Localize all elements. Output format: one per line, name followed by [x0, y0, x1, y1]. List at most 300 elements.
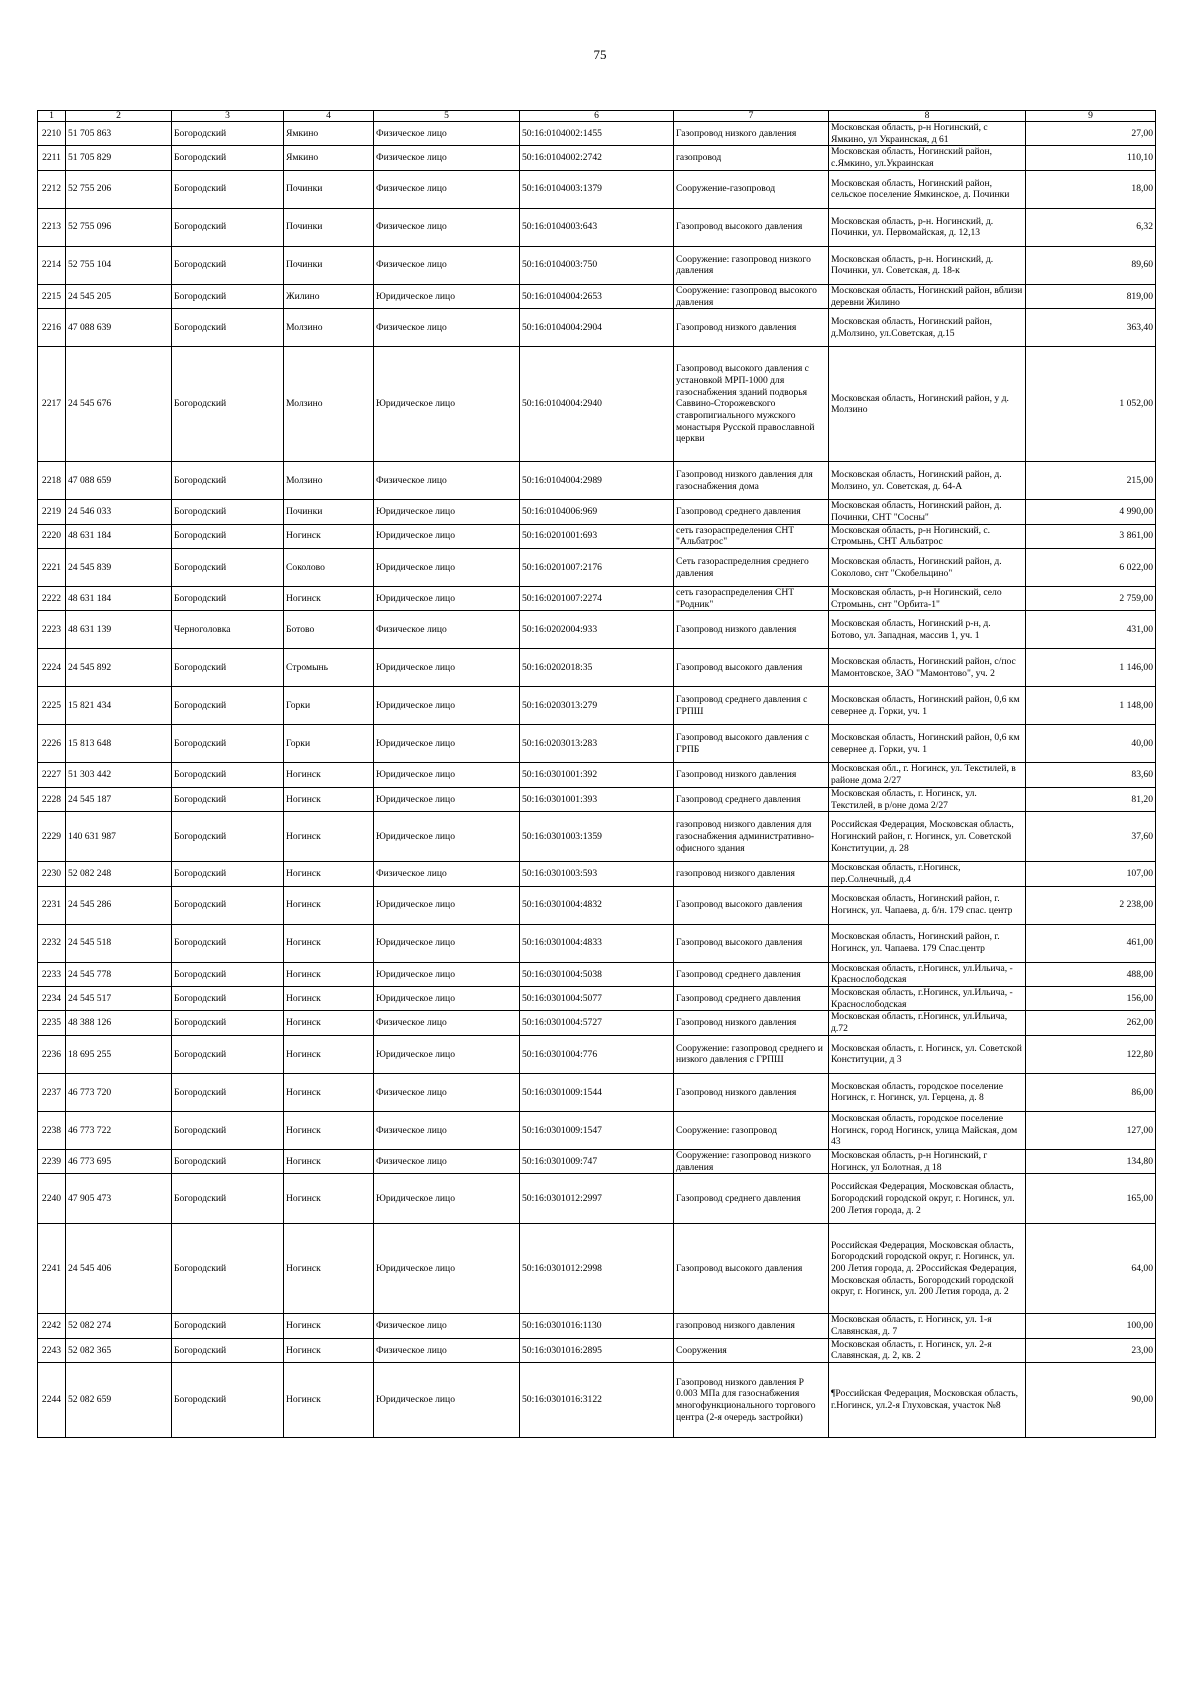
object-name-cell: Газопровод высокого давления [674, 649, 829, 687]
object-name-cell: Газопровод высокого давления [674, 208, 829, 246]
address-cell: Московская область, р-н Ногинский, с. Стромынь, СНТ Альбатрос [829, 524, 1026, 548]
owner-type-cell: Юридическое лицо [374, 1363, 520, 1438]
locality-cell: Ногинск [284, 1111, 374, 1149]
cadastral-number-cell: 50:16:0301004:5038 [520, 962, 674, 986]
address-cell: Московская область, г. Ногинск, ул. 1-я Славянская, д. 7 [829, 1314, 1026, 1338]
cadastral-number-cell: 50:16:0201001:693 [520, 524, 674, 548]
object-name-cell: Сооружение: газопровод низкого давления [674, 246, 829, 284]
object-code-cell: 52 082 365 [66, 1338, 172, 1362]
object-name-cell: газопровод низкого давления для газоснабжения административно-офисного здания [674, 812, 829, 862]
length-cell: 89,60 [1026, 246, 1156, 284]
row-number-cell: 2211 [38, 146, 66, 170]
registry-table [37, 110, 1156, 1438]
cadastral-number-cell: 50:16:0203013:283 [520, 725, 674, 763]
length-cell: 2 238,00 [1026, 886, 1156, 924]
object-code-cell: 24 545 187 [66, 787, 172, 811]
row-number-cell: 2218 [38, 462, 66, 500]
object-code-cell: 51 303 442 [66, 763, 172, 787]
owner-type-cell: Юридическое лицо [374, 962, 520, 986]
address-cell: Московская область, городское поселение Ногинск, город Ногинск, улица Майская, дом 43 [829, 1111, 1026, 1149]
object-code-cell: 140 631 987 [66, 812, 172, 862]
district-cell: Богородский [172, 1111, 284, 1149]
address-cell: Московская область, городское поселение Ногинск, г. Ногинск, ул. Герцена, д. 8 [829, 1073, 1026, 1111]
length-cell: 363,40 [1026, 309, 1156, 347]
table-row [38, 1035, 1156, 1073]
owner-type-cell: Физическое лицо [374, 1149, 520, 1173]
locality-cell: Ногинск [284, 1338, 374, 1362]
length-cell: 262,00 [1026, 1011, 1156, 1035]
row-number-cell: 2230 [38, 862, 66, 886]
locality-cell: Ногинск [284, 1073, 374, 1111]
cadastral-number-cell: 50:16:0301016:2895 [520, 1338, 674, 1362]
address-cell: Московская область, Ногинский район, д. Починки, СНТ "Сосны" [829, 500, 1026, 524]
owner-type-cell: Физическое лицо [374, 1073, 520, 1111]
district-cell: Богородский [172, 1073, 284, 1111]
object-code-cell: 52 755 096 [66, 208, 172, 246]
locality-cell: Ногинск [284, 862, 374, 886]
object-name-cell: Сооружения [674, 1338, 829, 1362]
district-cell: Богородский [172, 524, 284, 548]
table-row [38, 309, 1156, 347]
district-cell: Богородский [172, 924, 284, 962]
table-row [38, 812, 1156, 862]
locality-cell: Соколово [284, 549, 374, 587]
object-name-cell: Сооружение: газопровод среднего и низкого давления с ГРПШ [674, 1035, 829, 1073]
length-cell: 23,00 [1026, 1338, 1156, 1362]
table-row [38, 924, 1156, 962]
locality-cell: Ногинск [284, 1035, 374, 1073]
locality-cell: Ногинск [284, 987, 374, 1011]
table-row [38, 1073, 1156, 1111]
cadastral-number-cell: 50:16:0104004:2653 [520, 284, 674, 308]
object-name-cell: Газопровод среднего давления [674, 500, 829, 524]
length-cell: 81,20 [1026, 787, 1156, 811]
length-cell: 4 990,00 [1026, 500, 1156, 524]
object-name-cell: Газопровод среднего давления [674, 987, 829, 1011]
address-cell: Московская область, г.Ногинск, пер.Солнечный, д.4 [829, 862, 1026, 886]
row-number-cell: 2236 [38, 1035, 66, 1073]
object-name-cell: Газопровод среднего давления [674, 962, 829, 986]
length-cell: 83,60 [1026, 763, 1156, 787]
locality-cell: Починки [284, 208, 374, 246]
object-code-cell: 24 545 839 [66, 549, 172, 587]
district-cell: Богородский [172, 1363, 284, 1438]
owner-type-cell: Физическое лицо [374, 1111, 520, 1149]
locality-cell: Молзино [284, 462, 374, 500]
address-cell: Московская область, Ногинский район, с/пос Мамонтовское, ЗАО "Мамонтово", уч. 2 [829, 649, 1026, 687]
object-code-cell: 24 545 205 [66, 284, 172, 308]
row-number-cell: 2219 [38, 500, 66, 524]
object-code-cell: 48 388 126 [66, 1011, 172, 1035]
locality-cell: Ногинск [284, 524, 374, 548]
object-name-cell: Газопровод низкого давления [674, 611, 829, 649]
table-row [38, 587, 1156, 611]
column-header: 9 [1026, 111, 1156, 122]
object-code-cell: 52 082 659 [66, 1363, 172, 1438]
address-cell: Московская область, Ногинский район, с.Ямкино, ул.Украинская [829, 146, 1026, 170]
owner-type-cell: Юридическое лицо [374, 1174, 520, 1224]
locality-cell: Ногинск [284, 886, 374, 924]
locality-cell: Починки [284, 170, 374, 208]
owner-type-cell: Юридическое лицо [374, 284, 520, 308]
table-row [38, 122, 1156, 146]
object-code-cell: 47 088 639 [66, 309, 172, 347]
row-number-cell: 2212 [38, 170, 66, 208]
cadastral-number-cell: 50:16:0104004:2989 [520, 462, 674, 500]
locality-cell: Ботово [284, 611, 374, 649]
locality-cell: Молзино [284, 309, 374, 347]
address-cell: Московская область, Ногинский район, у д. Молзино [829, 347, 1026, 462]
row-number-cell: 2216 [38, 309, 66, 347]
district-cell: Богородский [172, 812, 284, 862]
district-cell: Богородский [172, 1149, 284, 1173]
address-cell: Московская область, Ногинский район, 0,6 км севернее д. Горки, уч. 1 [829, 687, 1026, 725]
object-name-cell: газопровод низкого давления [674, 1314, 829, 1338]
column-number-row [38, 111, 1156, 122]
owner-type-cell: Юридическое лицо [374, 524, 520, 548]
address-cell: Российская Федерация, Московская область, Богородский городской округ, г. Ногинск, ул. 200 Летия города, д. 2 [829, 1174, 1026, 1224]
district-cell: Богородский [172, 146, 284, 170]
owner-type-cell: Юридическое лицо [374, 886, 520, 924]
locality-cell: Ногинск [284, 587, 374, 611]
column-header: 1 [38, 111, 66, 122]
row-number-cell: 2228 [38, 787, 66, 811]
owner-type-cell: Физическое лицо [374, 1338, 520, 1362]
length-cell: 40,00 [1026, 725, 1156, 763]
cadastral-number-cell: 50:16:0104006:969 [520, 500, 674, 524]
district-cell: Богородский [172, 347, 284, 462]
cadastral-number-cell: 50:16:0202004:933 [520, 611, 674, 649]
locality-cell: Ногинск [284, 1149, 374, 1173]
row-number-cell: 2221 [38, 549, 66, 587]
object-name-cell: газопровод низкого давления [674, 862, 829, 886]
object-code-cell: 24 546 033 [66, 500, 172, 524]
length-cell: 6 022,00 [1026, 549, 1156, 587]
row-number-cell: 2244 [38, 1363, 66, 1438]
object-code-cell: 48 631 184 [66, 587, 172, 611]
row-number-cell: 2213 [38, 208, 66, 246]
owner-type-cell: Юридическое лицо [374, 924, 520, 962]
length-cell: 488,00 [1026, 962, 1156, 986]
table-row [38, 787, 1156, 811]
district-cell: Богородский [172, 1011, 284, 1035]
address-cell: Московская область, р-н Ногинский, село Стромынь, снт "Орбита-1" [829, 587, 1026, 611]
address-cell: Российская Федерация, Московская область, Богородский городской округ, г. Ногинск, ул. 200 Летия города, д. 2Российская Федерация, Московская область, Богородский городской округ, г. Ногинск, ул. 200 Летия города, д. 2 [829, 1224, 1026, 1314]
owner-type-cell: Физическое лицо [374, 122, 520, 146]
district-cell: Богородский [172, 284, 284, 308]
length-cell: 431,00 [1026, 611, 1156, 649]
address-cell: ¶Российская Федерация, Московская область, г.Ногинск, ул.2-я Глуховская, участок №8 [829, 1363, 1026, 1438]
locality-cell: Ногинск [284, 787, 374, 811]
owner-type-cell: Физическое лицо [374, 862, 520, 886]
cadastral-number-cell: 50:16:0301012:2997 [520, 1174, 674, 1224]
length-cell: 64,00 [1026, 1224, 1156, 1314]
locality-cell: Ногинск [284, 1174, 374, 1224]
locality-cell: Горки [284, 687, 374, 725]
object-code-cell: 24 545 406 [66, 1224, 172, 1314]
district-cell: Богородский [172, 1314, 284, 1338]
district-cell: Черноголовка [172, 611, 284, 649]
district-cell: Богородский [172, 462, 284, 500]
object-name-cell: Газопровод низкого давления [674, 309, 829, 347]
object-code-cell: 51 705 829 [66, 146, 172, 170]
length-cell: 86,00 [1026, 1073, 1156, 1111]
district-cell: Богородский [172, 1174, 284, 1224]
address-cell: Московская область, г. Ногинск, ул. Советской Конституции, д 3 [829, 1035, 1026, 1073]
address-cell: Московская область, Ногинский район, сельское поселение Ямкинское, д. Починки [829, 170, 1026, 208]
object-code-cell: 24 545 676 [66, 347, 172, 462]
table-row [38, 725, 1156, 763]
district-cell: Богородский [172, 725, 284, 763]
owner-type-cell: Физическое лицо [374, 611, 520, 649]
object-name-cell: Газопровод высокого давления [674, 886, 829, 924]
district-cell: Богородский [172, 500, 284, 524]
cadastral-number-cell: 50:16:0104004:2940 [520, 347, 674, 462]
length-cell: 819,00 [1026, 284, 1156, 308]
cadastral-number-cell: 50:16:0301016:3122 [520, 1363, 674, 1438]
table-row [38, 649, 1156, 687]
cadastral-number-cell: 50:16:0301003:1359 [520, 812, 674, 862]
locality-cell: Жилино [284, 284, 374, 308]
owner-type-cell: Юридическое лицо [374, 549, 520, 587]
owner-type-cell: Юридическое лицо [374, 725, 520, 763]
owner-type-cell: Юридическое лицо [374, 347, 520, 462]
column-header: 5 [374, 111, 520, 122]
locality-cell: Ногинск [284, 1011, 374, 1035]
cadastral-number-cell: 50:16:0301009:1547 [520, 1111, 674, 1149]
cadastral-number-cell: 50:16:0301003:593 [520, 862, 674, 886]
row-number-cell: 2235 [38, 1011, 66, 1035]
address-cell: Московская область, р-н Ногинский, г Ногинск, ул Болотная, д 18 [829, 1149, 1026, 1173]
row-number-cell: 2226 [38, 725, 66, 763]
length-cell: 156,00 [1026, 987, 1156, 1011]
object-name-cell: Газопровод среднего давления с ГРПШ [674, 687, 829, 725]
table-row [38, 763, 1156, 787]
owner-type-cell: Физическое лицо [374, 462, 520, 500]
row-number-cell: 2231 [38, 886, 66, 924]
owner-type-cell: Физическое лицо [374, 1314, 520, 1338]
row-number-cell: 2229 [38, 812, 66, 862]
cadastral-number-cell: 50:16:0104003:1379 [520, 170, 674, 208]
object-name-cell: Газопровод среднего давления [674, 787, 829, 811]
cadastral-number-cell: 50:16:0301004:5077 [520, 987, 674, 1011]
object-code-cell: 24 545 778 [66, 962, 172, 986]
owner-type-cell: Физическое лицо [374, 1011, 520, 1035]
cadastral-number-cell: 50:16:0104003:643 [520, 208, 674, 246]
address-cell: Московская обл., г. Ногинск, ул. Текстилей, в районе дома 2/27 [829, 763, 1026, 787]
row-number-cell: 2238 [38, 1111, 66, 1149]
table-row [38, 208, 1156, 246]
object-name-cell: Сооружение: газопровод [674, 1111, 829, 1149]
cadastral-number-cell: 50:16:0301009:1544 [520, 1073, 674, 1111]
district-cell: Богородский [172, 987, 284, 1011]
length-cell: 461,00 [1026, 924, 1156, 962]
length-cell: 100,00 [1026, 1314, 1156, 1338]
table-row [38, 1111, 1156, 1149]
owner-type-cell: Юридическое лицо [374, 987, 520, 1011]
object-code-cell: 15 821 434 [66, 687, 172, 725]
table-row [38, 549, 1156, 587]
object-name-cell: Газопровод высокого давления [674, 924, 829, 962]
length-cell: 215,00 [1026, 462, 1156, 500]
locality-cell: Ногинск [284, 924, 374, 962]
length-cell: 2 759,00 [1026, 587, 1156, 611]
locality-cell: Ногинск [284, 763, 374, 787]
object-code-cell: 46 773 695 [66, 1149, 172, 1173]
object-name-cell: сеть газораспределения СНТ "Альбатрос" [674, 524, 829, 548]
object-name-cell: Газопровод низкого давления [674, 1073, 829, 1111]
row-number-cell: 2214 [38, 246, 66, 284]
object-name-cell: Сооружение: газопровод низкого давления [674, 1149, 829, 1173]
object-code-cell: 18 695 255 [66, 1035, 172, 1073]
table-row [38, 687, 1156, 725]
table-row [38, 347, 1156, 462]
district-cell: Богородский [172, 763, 284, 787]
locality-cell: Ногинск [284, 812, 374, 862]
column-header: 7 [674, 111, 829, 122]
length-cell: 165,00 [1026, 1174, 1156, 1224]
cadastral-number-cell: 50:16:0104004:2904 [520, 309, 674, 347]
owner-type-cell: Юридическое лицо [374, 1224, 520, 1314]
cadastral-number-cell: 50:16:0301001:393 [520, 787, 674, 811]
district-cell: Богородский [172, 862, 284, 886]
locality-cell: Починки [284, 500, 374, 524]
length-cell: 90,00 [1026, 1363, 1156, 1438]
locality-cell: Ямкино [284, 146, 374, 170]
address-cell: Московская область, Ногинский район, 0,6 км севернее д. Горки, уч. 1 [829, 725, 1026, 763]
district-cell: Богородский [172, 649, 284, 687]
cadastral-number-cell: 50:16:0203013:279 [520, 687, 674, 725]
district-cell: Богородский [172, 962, 284, 986]
district-cell: Богородский [172, 246, 284, 284]
owner-type-cell: Юридическое лицо [374, 500, 520, 524]
cadastral-number-cell: 50:16:0104003:750 [520, 246, 674, 284]
owner-type-cell: Физическое лицо [374, 208, 520, 246]
row-number-cell: 2240 [38, 1174, 66, 1224]
row-number-cell: 2220 [38, 524, 66, 548]
object-code-cell: 48 631 139 [66, 611, 172, 649]
district-cell: Богородский [172, 549, 284, 587]
object-code-cell: 24 545 517 [66, 987, 172, 1011]
district-cell: Богородский [172, 309, 284, 347]
locality-cell: Стромынь [284, 649, 374, 687]
object-name-cell: Сооружение-газопровод [674, 170, 829, 208]
row-number-cell: 2232 [38, 924, 66, 962]
object-code-cell: 46 773 720 [66, 1073, 172, 1111]
cadastral-number-cell: 50:16:0301004:776 [520, 1035, 674, 1073]
table-row [38, 500, 1156, 524]
object-code-cell: 52 755 206 [66, 170, 172, 208]
object-code-cell: 47 905 473 [66, 1174, 172, 1224]
row-number-cell: 2243 [38, 1338, 66, 1362]
column-header: 4 [284, 111, 374, 122]
object-code-cell: 24 545 892 [66, 649, 172, 687]
address-cell: Московская область, г.Ногинск, ул.Ильича, - Краснослободская [829, 962, 1026, 986]
table-row [38, 1174, 1156, 1224]
locality-cell: Починки [284, 246, 374, 284]
object-name-cell: Газопровод низкого давления для газоснабжения дома [674, 462, 829, 500]
locality-cell: Ногинск [284, 1314, 374, 1338]
table-row [38, 962, 1156, 986]
row-number-cell: 2227 [38, 763, 66, 787]
length-cell: 1 146,00 [1026, 649, 1156, 687]
object-name-cell: Газопровод низкого давления [674, 763, 829, 787]
address-cell: Московская область, Ногинский район, д. Соколово, снт "Скобельцино" [829, 549, 1026, 587]
row-number-cell: 2215 [38, 284, 66, 308]
row-number-cell: 2225 [38, 687, 66, 725]
address-cell: Московская область, г. Ногинск, ул. 2-я Славянская, д. 2, кв. 2 [829, 1338, 1026, 1362]
table-row [38, 1149, 1156, 1173]
locality-cell: Ямкино [284, 122, 374, 146]
table-row [38, 611, 1156, 649]
length-cell: 37,60 [1026, 812, 1156, 862]
owner-type-cell: Физическое лицо [374, 246, 520, 284]
object-name-cell: Газопровод высокого давления [674, 1224, 829, 1314]
object-code-cell: 52 755 104 [66, 246, 172, 284]
object-name-cell: Сеть газораспределния среднего давления [674, 549, 829, 587]
page-number: 75 [593, 47, 607, 62]
district-cell: Богородский [172, 1224, 284, 1314]
district-cell: Богородский [172, 122, 284, 146]
cadastral-number-cell: 50:16:0301004:5727 [520, 1011, 674, 1035]
owner-type-cell: Юридическое лицо [374, 763, 520, 787]
length-cell: 3 861,00 [1026, 524, 1156, 548]
district-cell: Богородский [172, 1035, 284, 1073]
object-code-cell: 51 705 863 [66, 122, 172, 146]
address-cell: Московская область, г.Ногинск, ул.Ильича, д.72 [829, 1011, 1026, 1035]
object-name-cell: Газопровод низкого давления [674, 1011, 829, 1035]
object-name-cell: газопровод [674, 146, 829, 170]
cadastral-number-cell: 50:16:0301004:4833 [520, 924, 674, 962]
table-row [38, 284, 1156, 308]
object-code-cell: 15 813 648 [66, 725, 172, 763]
row-number-cell: 2241 [38, 1224, 66, 1314]
object-name-cell: сеть газораспределения СНТ "Родник" [674, 587, 829, 611]
cadastral-number-cell: 50:16:0201007:2274 [520, 587, 674, 611]
district-cell: Богородский [172, 170, 284, 208]
row-number-cell: 2224 [38, 649, 66, 687]
column-header: 6 [520, 111, 674, 122]
table-row [38, 1338, 1156, 1362]
length-cell: 18,00 [1026, 170, 1156, 208]
object-name-cell: Газопровод высокого давления с установкой МРП-1000 для газоснабжения зданий подворья Саввино-Сторожевского ставропигиального мужского монастыря Русской православной церкви [674, 347, 829, 462]
address-cell: Московская область, Ногинский район, д.Молзино, ул.Советская, д.15 [829, 309, 1026, 347]
address-cell: Московская область, Ногинский район, вблизи деревни Жилино [829, 284, 1026, 308]
table-row [38, 886, 1156, 924]
district-cell: Богородский [172, 886, 284, 924]
object-name-cell: Газопровод среднего давления [674, 1174, 829, 1224]
owner-type-cell: Физическое лицо [374, 309, 520, 347]
address-cell: Московская область, Ногинский район, г. Ногинск, ул. Чапаева, д. б/н. 179 спас. центр [829, 886, 1026, 924]
object-name-cell: Газопровод высокого давления с ГРПБ [674, 725, 829, 763]
cadastral-number-cell: 50:16:0202018:35 [520, 649, 674, 687]
locality-cell: Ногинск [284, 962, 374, 986]
cadastral-number-cell: 50:16:0301012:2998 [520, 1224, 674, 1314]
owner-type-cell: Физическое лицо [374, 170, 520, 208]
object-code-cell: 52 082 248 [66, 862, 172, 886]
address-cell: Московская область, г.Ногинск, ул.Ильича, - Краснослободская [829, 987, 1026, 1011]
cadastral-number-cell: 50:16:0301004:4832 [520, 886, 674, 924]
cadastral-number-cell: 50:16:0104002:1455 [520, 122, 674, 146]
object-code-cell: 24 545 518 [66, 924, 172, 962]
length-cell: 27,00 [1026, 122, 1156, 146]
table-row [38, 146, 1156, 170]
district-cell: Богородский [172, 1338, 284, 1362]
length-cell: 127,00 [1026, 1111, 1156, 1149]
length-cell: 1 052,00 [1026, 347, 1156, 462]
cadastral-number-cell: 50:16:0301016:1130 [520, 1314, 674, 1338]
owner-type-cell: Юридическое лицо [374, 812, 520, 862]
